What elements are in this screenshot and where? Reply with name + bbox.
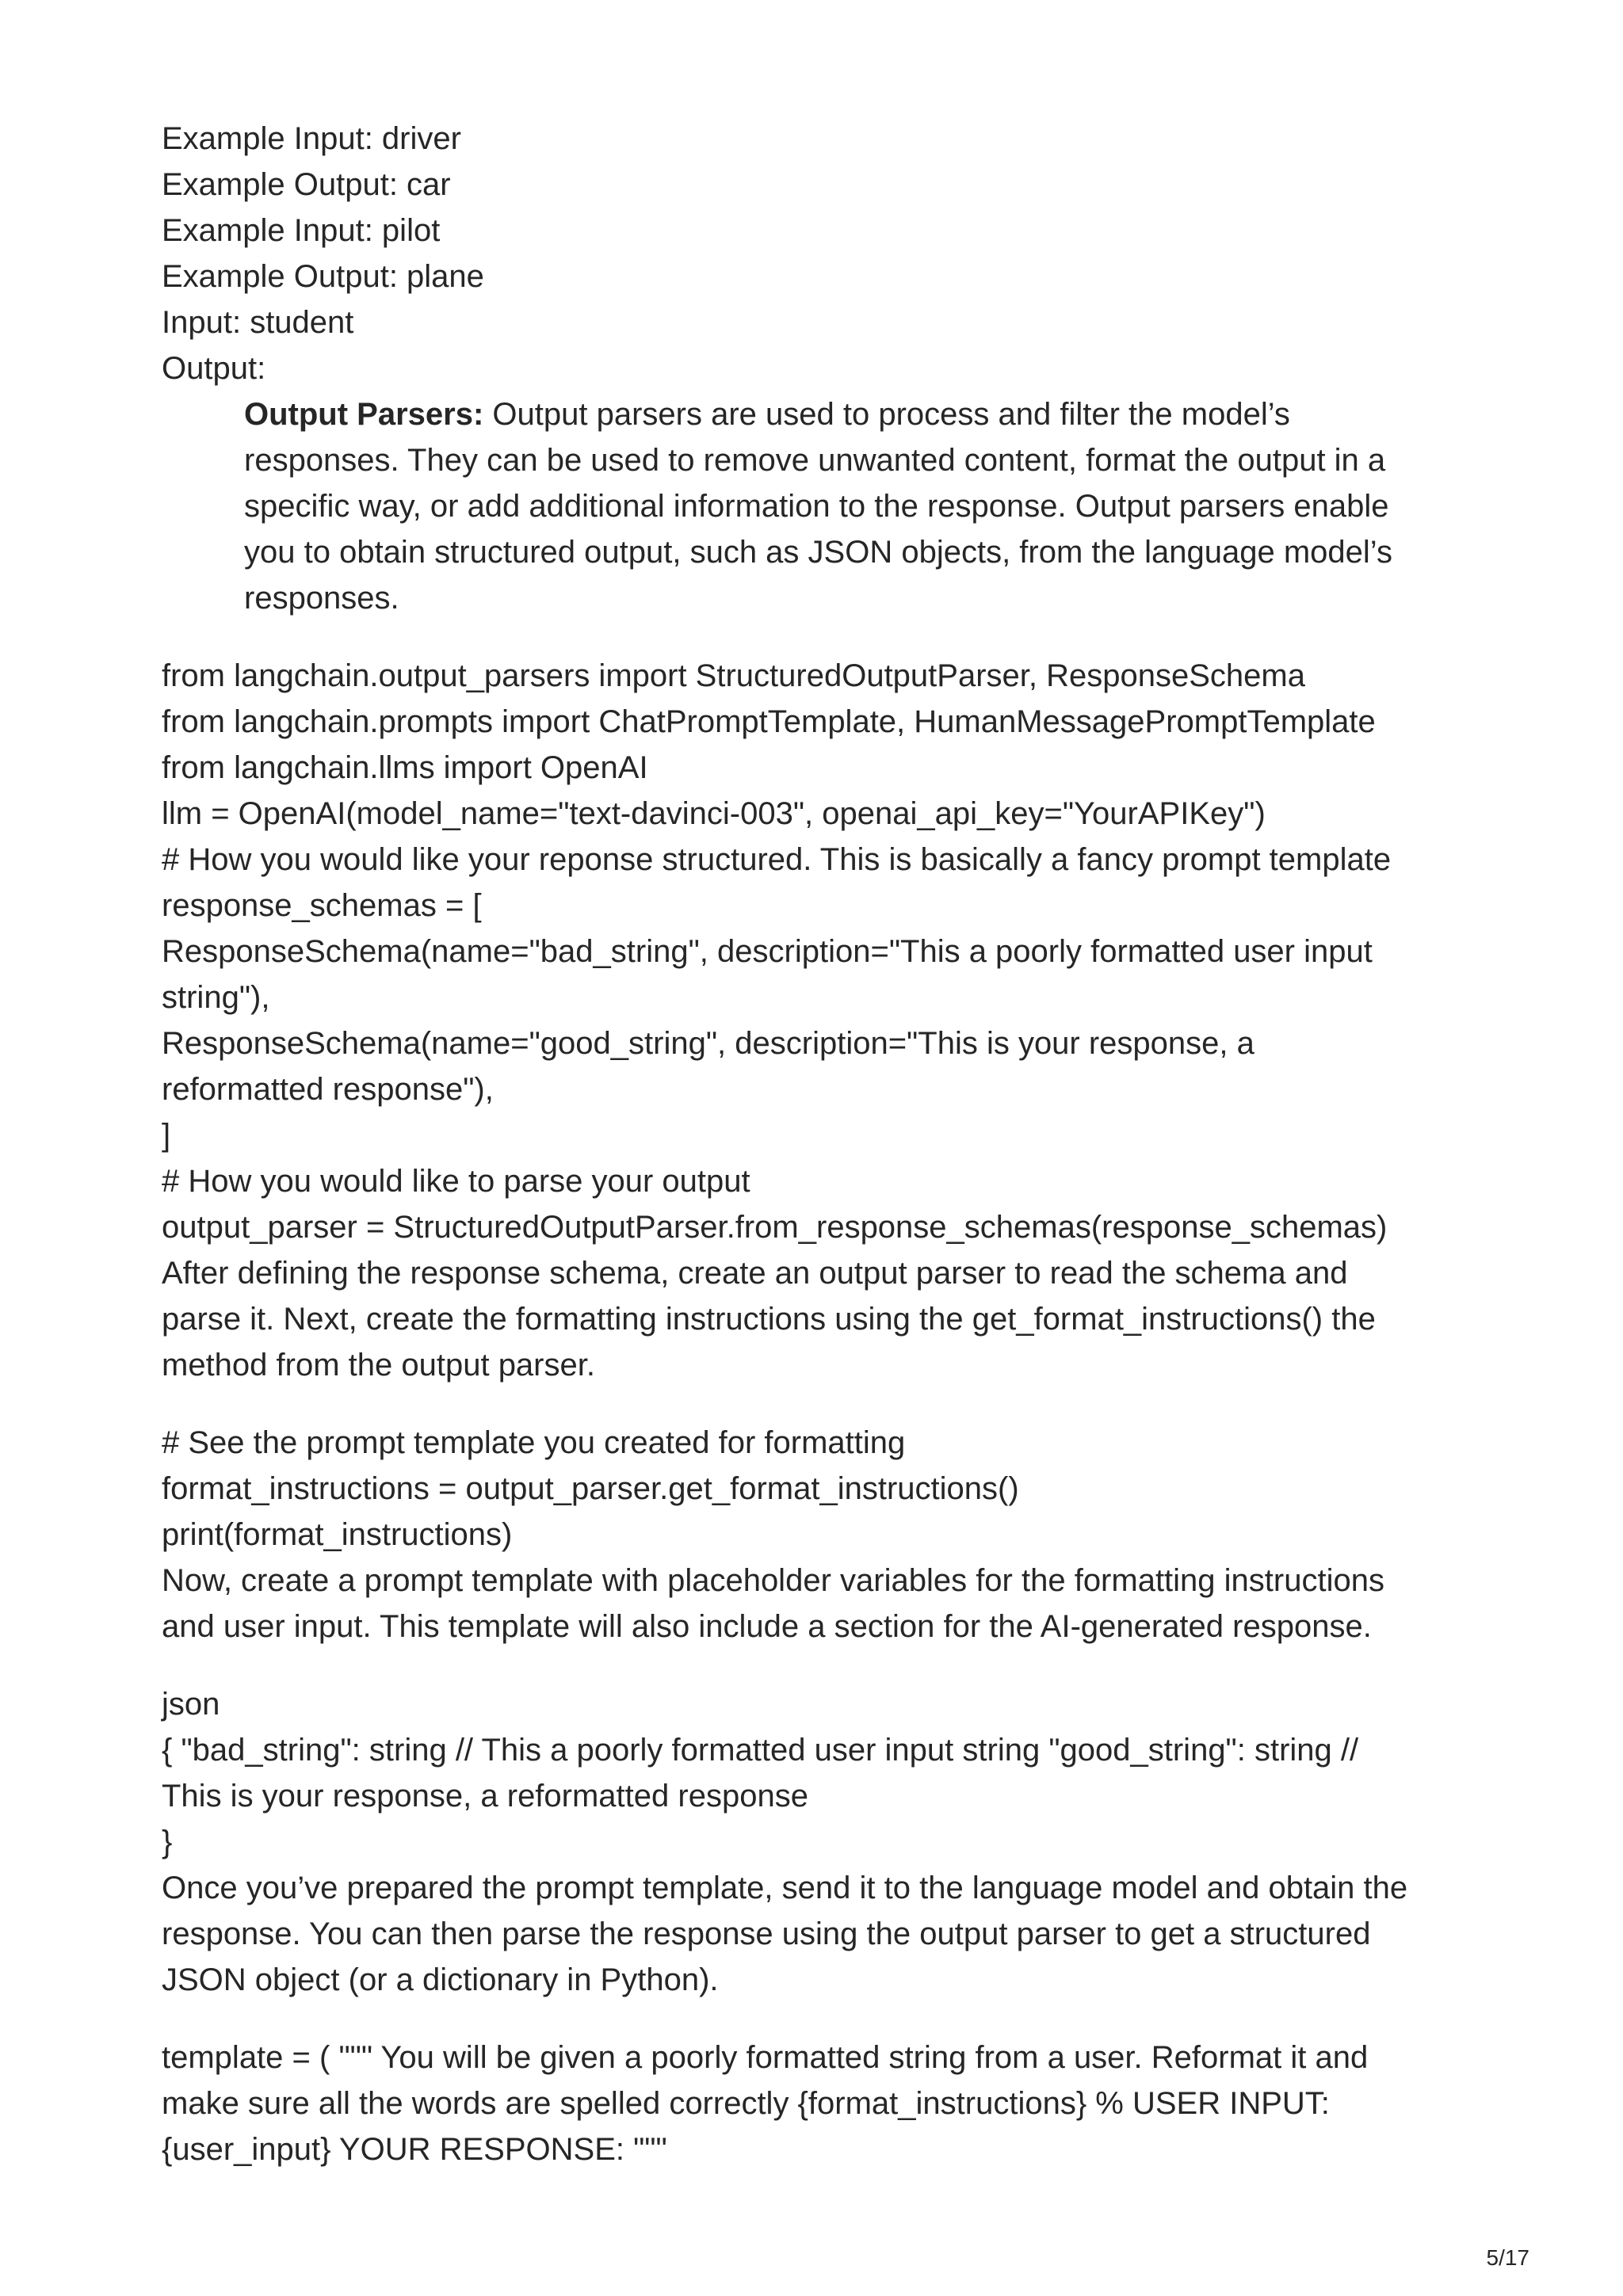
code-line: string"), [162,980,270,1015]
paragraph-line: and user input. This template will also include a section for the AI-generated response. [162,1609,1372,1644]
json-label: json [162,1687,220,1722]
json-line: This is your response, a reformatted response [162,1779,808,1814]
code-line: llm = OpenAI(model_name="text-davinci-003", openai_api_key="YourAPIKey") [162,796,1266,831]
template-line: {user_input} YOUR RESPONSE: """ [162,2132,667,2167]
code-line: from langchain.output_parsers import StructuredOutputParser, ResponseSchema [162,658,1305,693]
code-line: # How you would like to parse your output [162,1164,750,1199]
paragraph-line: Once you’ve prepared the prompt template, send it to the language model and obtain the [162,1871,1408,1905]
code-line: reformatted response"), [162,1072,494,1107]
page-number: 5/17 [1486,2245,1529,2270]
code-line: print(format_instructions) [162,1517,513,1552]
example-line: Input: student [162,305,354,340]
code-line: ResponseSchema(name="bad_string", description="This a poorly formatted user input [162,934,1373,969]
output-parsers-term: Output Parsers: [244,397,484,432]
output-parsers-paragraph [244,391,1449,621]
code-line: # How you would like your reponse structured. This is basically a fancy prompt template [162,842,1392,877]
code-line: output_parser = StructuredOutputParser.from_response_schemas(response_schemas) [162,1210,1388,1245]
paragraph-line: parse it. Next, create the formatting instructions using the get_format_instructions() the [162,1302,1376,1337]
code-line: ResponseSchema(name="good_string", description="This is your response, a [162,1026,1254,1061]
paragraph-line: response. You can then parse the response using the output parser to get a structured [162,1917,1371,1951]
example-line: Output: [162,351,266,386]
paragraph-prompt-template [162,1558,1477,1650]
template-line: template = ( """ You will be given a poorly formatted string from a user. Reformat it and [162,2040,1369,2075]
code-line: # See the prompt template you created for formatting [162,1425,906,1460]
example-line: Example Output: plane [162,259,484,294]
json-block [162,1681,1477,1865]
example-line: Example Input: pilot [162,213,441,248]
paragraph-schema-explanation [162,1250,1477,1388]
example-line: Example Output: car [162,167,451,202]
paragraph-parse-response [162,1865,1477,2003]
code-block-format-instructions [162,1420,1477,1558]
code-line: response_schemas = [ [162,888,482,923]
code-line: format_instructions = output_parser.get_format_instructions() [162,1471,1019,1506]
json-line: { "bad_string": string // This a poorly formatted user input string "good_string": string // [162,1733,1359,1768]
output-parsers-description: Output parsers are used to process and filter the model’s responses. They can be used to remove unwanted content, format the output in a specific way, or add additional information to the response. Output parsers enable you to obtain structured output, such as JSON objects, from the language model’s responses. [244,397,1392,616]
code-line: ] [162,1118,171,1153]
paragraph-line: Now, create a prompt template with placeholder variables for the formatting instructions [162,1563,1384,1598]
example-line: Example Input: driver [162,121,461,156]
page-content [162,116,1477,2172]
paragraph-line: After defining the response schema, create an output parser to read the schema and [162,1256,1348,1291]
json-line: } [162,1825,173,1859]
code-line: from langchain.llms import OpenAI [162,750,648,785]
template-block [162,2035,1477,2172]
paragraph-line: JSON object (or a dictionary in Python). [162,1962,719,1997]
code-block-imports [162,653,1477,1250]
paragraph-line: method from the output parser. [162,1348,595,1383]
template-line: make sure all the words are spelled correctly {format_instructions} % USER INPUT: [162,2086,1330,2121]
code-line: from langchain.prompts import ChatPromptTemplate, HumanMessagePromptTemplate [162,704,1376,739]
example-block [162,116,1477,391]
